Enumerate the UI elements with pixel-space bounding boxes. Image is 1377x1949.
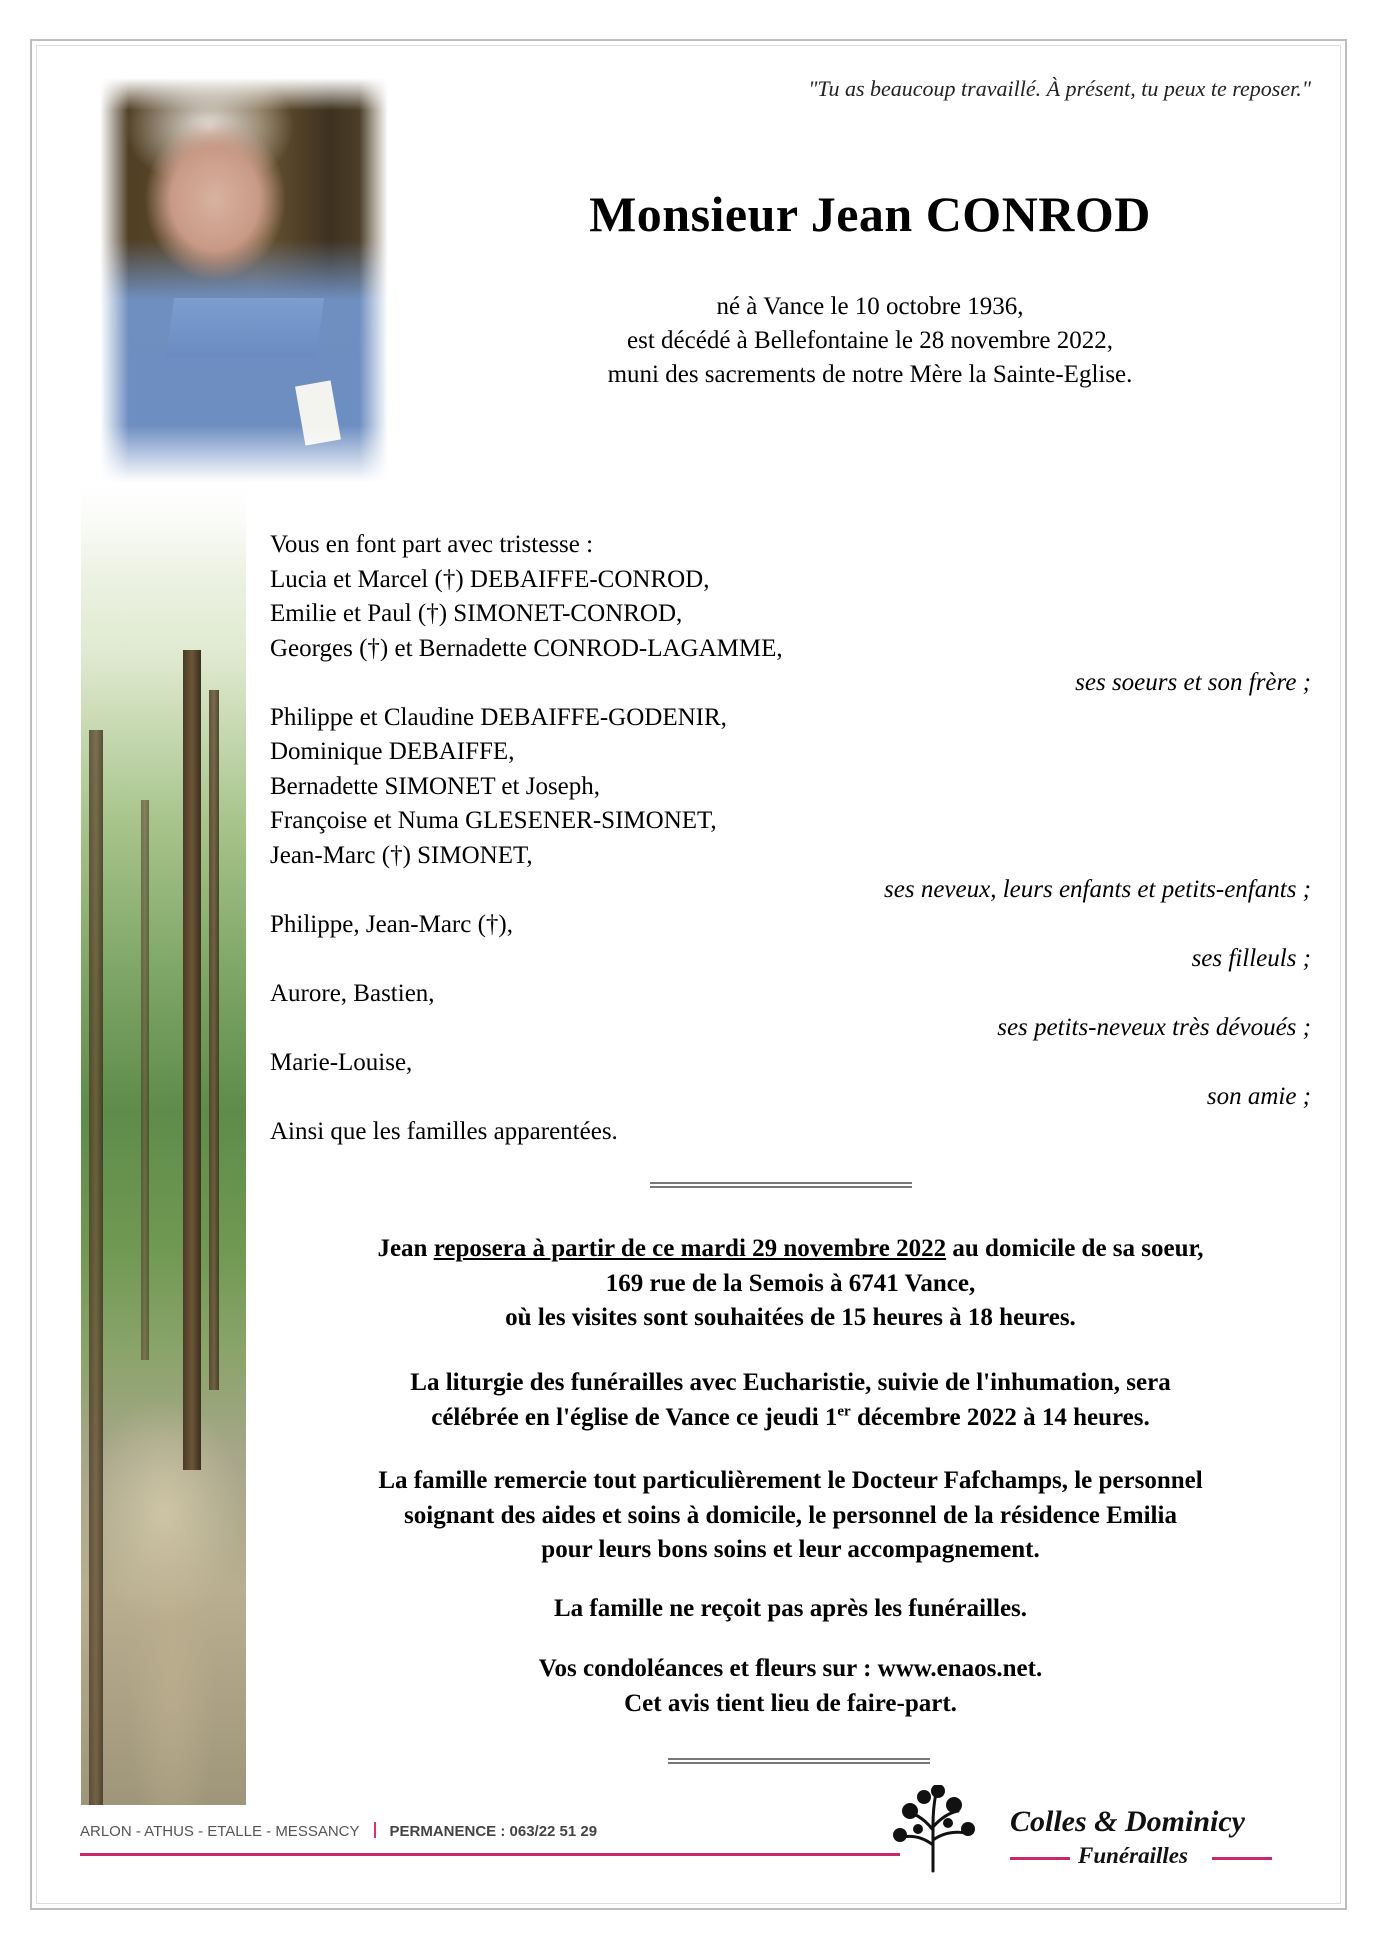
logo-underline bbox=[1212, 1857, 1272, 1860]
footer-contact bbox=[80, 1822, 597, 1840]
family-member: Jean-Marc (†) SIMONET, bbox=[270, 841, 533, 869]
family-member: Françoise et Numa GLESENER-SIMONET, bbox=[270, 807, 717, 834]
family-member: Ainsi que les familles apparentées. bbox=[270, 1117, 618, 1145]
family-role: ses soeurs et son frère ; bbox=[1075, 669, 1311, 696]
visitation-info: Jean reposera à partir de ce mardi 29 novembre 2022 au domicile de sa soeur, 169 rue de la Semois à 6741 Vance, où les visites sont souhaitées de 15 heures à 18 heures. bbox=[377, 1235, 1204, 1331]
family-member: Philippe, Jean-Marc (†), bbox=[270, 910, 513, 938]
family-role: ses petits-neveux très dévoués ; bbox=[997, 1014, 1311, 1041]
footer-locations: ARLON - ATHUS - ETALLE - MESSANCY bbox=[80, 1823, 360, 1840]
company-subtitle: Funérailles bbox=[1078, 1843, 1188, 1868]
bio-line: né à Vance le 10 octobre 1936, bbox=[716, 293, 1024, 320]
family-member: Philippe et Claudine DEBAIFFE-GODENIR, bbox=[270, 703, 727, 731]
separator bbox=[650, 1182, 912, 1188]
family-member: Marie-Louise, bbox=[270, 1048, 413, 1076]
family-member: Lucia et Marcel (†) DEBAIFFE-CONROD, bbox=[270, 565, 710, 593]
separator bbox=[668, 1758, 930, 1764]
condolences-info: Vos condoléances et fleurs sur : www.enaos.net. Cet avis tient lieu de faire-part. bbox=[270, 1652, 1311, 1721]
family-member: Aurore, Bastien, bbox=[270, 979, 435, 1007]
portrait-photo bbox=[100, 78, 388, 482]
no-reception: La famille ne reçoit pas après les funérailles. bbox=[553, 1595, 1028, 1622]
bio-line: muni des sacrements de notre Mère la Sainte-Eglise. bbox=[607, 361, 1133, 388]
company-name: Colles & Dominicy bbox=[1010, 1805, 1245, 1838]
thanks-info: La famille remercie tout particulièrement le Docteur Fafchamps, le personnel soignant des aides et soins à domicile, le personnel de la résidence Emilia pour leurs bons soins et leur accompagnement. bbox=[378, 1467, 1203, 1563]
family-role: ses filleuls ; bbox=[1191, 945, 1311, 972]
bio bbox=[440, 290, 1300, 392]
family-member: Georges (†) et Bernadette CONROD-LAGAMME, bbox=[270, 634, 783, 662]
visitation-date: reposera à partir de ce mardi 29 novembre 2022 bbox=[433, 1235, 947, 1262]
logo-underline bbox=[1010, 1857, 1070, 1860]
family-role: ses neveux, leurs enfants et petits-enfants ; bbox=[884, 876, 1311, 903]
condolences-link[interactable]: Vos condoléances et fleurs sur : www.enaos.net. bbox=[538, 1655, 1043, 1682]
tree-logo-icon bbox=[888, 1785, 978, 1875]
family-list bbox=[270, 528, 1311, 1149]
family-member: Dominique DEBAIFFE, bbox=[270, 738, 515, 765]
liturgy-info: La liturgie des funérailles avec Eucharistie, suivie de l'inhumation, sera célébrée en l'église de Vance ce jeudi 1er décembre 2022 à 14 heures. bbox=[410, 1369, 1171, 1431]
family-role: son amie ; bbox=[1206, 1083, 1311, 1110]
family-member: Bernadette SIMONET et Joseph, bbox=[270, 772, 601, 800]
forest-path-image bbox=[81, 470, 246, 1805]
footer-line bbox=[80, 1853, 900, 1856]
family-member: Emilie et Paul (†) SIMONET-CONROD, bbox=[270, 600, 683, 627]
family-member: Vous en font part avec tristesse : bbox=[270, 531, 594, 558]
deceased-name: Monsieur Jean CONROD bbox=[589, 186, 1151, 242]
footer-permanence: PERMANENCE : 063/22 51 29 bbox=[389, 1823, 598, 1840]
quote: "Tu as beaucoup travaillé. À présent, tu peux te reposer." bbox=[808, 76, 1311, 101]
bio-line: est décédé à Bellefontaine le 28 novembre 2022, bbox=[627, 327, 1113, 354]
